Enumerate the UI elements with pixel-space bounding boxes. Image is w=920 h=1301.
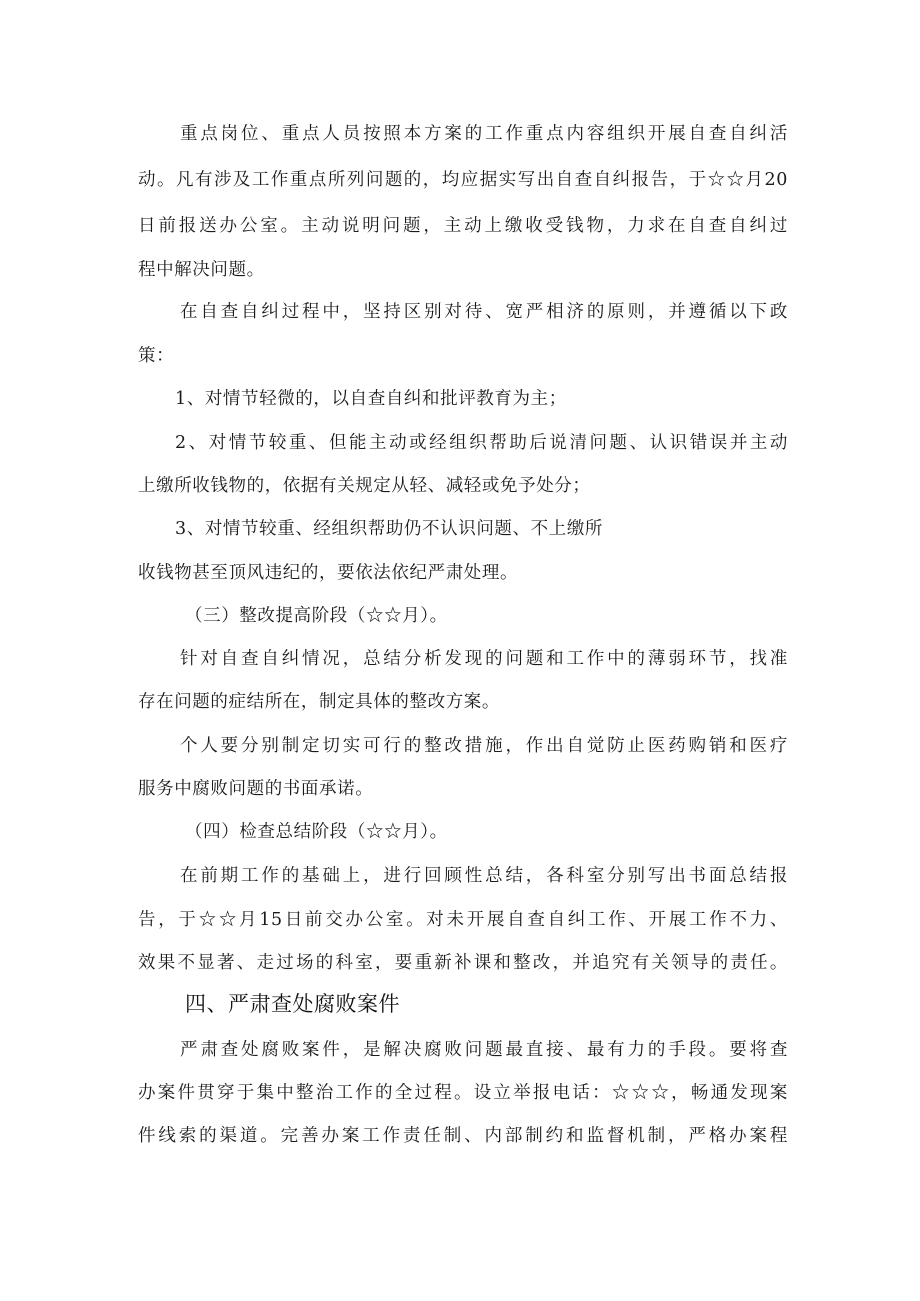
paragraph-7-line-2: 存在问题的症结所在，制定具体的整改方案。 (138, 692, 500, 712)
stage-3-heading: （三）整改提高阶段（☆☆月）。 (185, 606, 448, 626)
policy-item-2-line-1: 2、对情节较重、但能主动或经组织帮助后说清问题、认识错误并主动 (175, 433, 788, 453)
policy-item-3-line-1: 3、对情节较重、经组织帮助仍不认识问题、不上缴所 (175, 519, 604, 539)
policy-item-3-line-2: 收钱物甚至顶风违纪的，要依法依纪严肃处理。 (138, 563, 519, 583)
policy-item-2-line-2: 上缴所收钱物的，依据有关规定从轻、减轻或免予处分； (138, 476, 591, 496)
paragraph-11-line-2: 办案件贯穿于集中整治工作的全过程。设立举报电话：☆☆☆，畅通发现案 (138, 1083, 788, 1103)
paragraph-1-line-4: 程中解决问题。 (138, 260, 265, 280)
paragraph-7-line-1: 针对自查自纠情况，总结分析发现的问题和工作中的薄弱环节，找准 (180, 649, 788, 669)
paragraph-8-line-2: 服务中腐败问题的书面承诺。 (138, 779, 374, 799)
paragraph-10-line-2: 告，于☆☆月15日前交办公室。对未开展自查自纠工作、开展工作不力、 (138, 910, 788, 930)
paragraph-1-line-2: 动。凡有涉及工作重点所列问题的，均应据实写出自查自纠报告，于☆☆月20 (138, 170, 788, 190)
paragraph-1-line-1: 重点岗位、重点人员按照本方案的工作重点内容组织开展自查自纠活 (180, 124, 788, 144)
stage-4-heading: （四）检查总结阶段（☆☆月）。 (185, 822, 448, 842)
policy-item-1: 1、对情节轻微的，以自查自纠和批评教育为主； (175, 389, 567, 409)
paragraph-2-line-1: 在自查自纠过程中，坚持区别对待、宽严相济的原则，并遵循以下政 (180, 302, 788, 322)
paragraph-11-line-3: 件线索的渠道。完善办案工作责任制、内部制约和监督机制，严格办案程 (138, 1126, 788, 1146)
paragraph-11-line-1: 严肃查处腐败案件，是解决腐败问题最直接、最有力的手段。要将查 (180, 1040, 788, 1060)
paragraph-2-line-2: 策： (138, 346, 175, 366)
paragraph-1-line-3: 日前报送办公室。主动说明问题，主动上缴收受钱物，力求在自查自纠过 (138, 216, 788, 236)
paragraph-10-line-3: 效果不显著、走过场的科室，要重新补课和整改，并追究有关领导的责任。 (138, 953, 788, 973)
paragraph-10-line-1: 在前期工作的基础上，进行回顾性总结，各科室分别写出书面总结报 (180, 866, 788, 886)
paragraph-8-line-1: 个人要分别制定切实可行的整改措施，作出自觉防止医药购销和医疗 (180, 736, 788, 756)
section-4-heading: 四、严肃查处腐败案件 (185, 992, 400, 1016)
